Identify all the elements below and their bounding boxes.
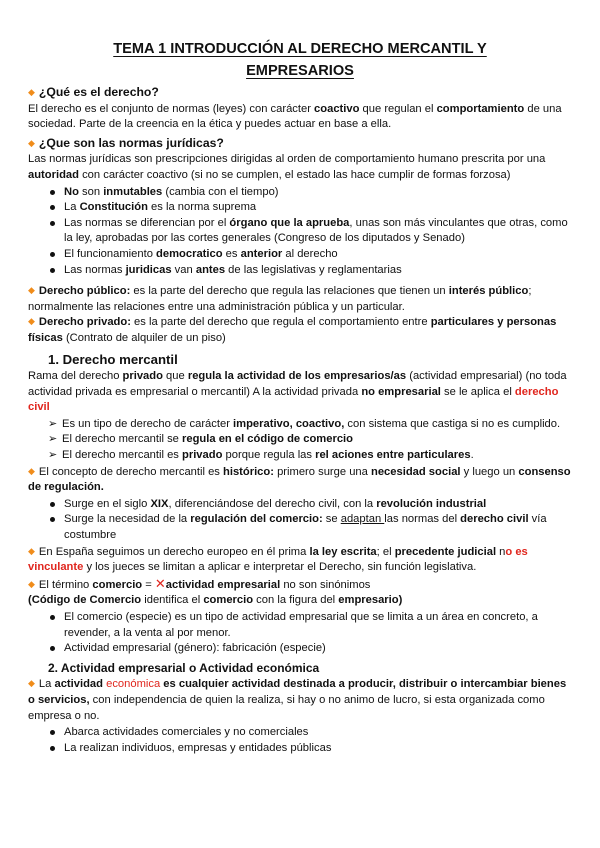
text: es la parte del derecho que regula las relaciones que tienen un <box>130 285 449 298</box>
orange-diamond-icon: ◆ <box>28 578 35 589</box>
arrowhead-icon: ➢ <box>48 433 58 446</box>
list-item: Actividad empresarial (género): fabricación (especie) <box>50 641 572 657</box>
text: con sistema que castiga si no es cumplido. <box>344 417 561 430</box>
bold-text: comercio <box>203 594 254 607</box>
bold-text: Derecho público: <box>38 285 131 298</box>
text: que <box>162 370 188 383</box>
orange-diamond-icon: ◆ <box>28 137 35 148</box>
text: de las legislativas y reglamentarias <box>225 263 402 276</box>
list-item <box>48 432 572 448</box>
text: El concepto de derecho mercantil es <box>38 465 223 478</box>
text: Las normas jurídicas son prescripciones dirigidas al orden de comportamiento humano prescrita por una <box>28 153 546 166</box>
text: las normas del <box>384 513 461 526</box>
bold-text: XIX <box>150 497 169 510</box>
bold-text: interés público <box>448 285 529 298</box>
red-cross-icon: ✕ <box>154 575 166 591</box>
paragraph-actividad <box>28 677 572 724</box>
text: Surge la necesidad de la <box>64 513 191 526</box>
orange-diamond-icon: ◆ <box>28 285 35 296</box>
text: es <box>222 247 241 260</box>
title-line-1: TEMA 1 INTRODUCCIÓN AL DERECHO MERCANTIL Y <box>113 41 487 57</box>
red-text: o es vinculante <box>28 545 528 574</box>
text: = <box>142 578 155 591</box>
bold-text: histórico: <box>223 465 274 478</box>
bold-text: comportamiento <box>436 102 525 115</box>
text: al derecho <box>282 247 338 260</box>
list-item: La realizan individuos, empresas y entidades públicas <box>50 741 572 757</box>
orange-diamond-icon: ◆ <box>28 678 35 689</box>
text: con carácter coactivo (si no se cumplen, el estado las hace cumplir de formas forzosa) <box>78 168 511 181</box>
normas-bullet-list <box>50 185 572 279</box>
list-item <box>50 185 572 201</box>
text: n <box>496 545 506 558</box>
list-item <box>48 448 572 464</box>
bold-text: empresario <box>338 594 399 607</box>
actividad-bullet-list <box>50 725 572 756</box>
paragraph-derecho-publico <box>28 284 572 315</box>
bold-text: órgano que la aprueba <box>229 216 350 229</box>
heading-derecho-mercantil: 1. Derecho mercantil <box>48 351 178 367</box>
text: de una sociedad. Parte de la creencia en la ética y puedes actuar en base a ella. <box>28 102 562 131</box>
list-item <box>50 247 572 263</box>
bold-text: regula la actividad de los empresarios/as <box>187 370 407 383</box>
text: es la norma suprema <box>147 201 257 214</box>
list-item <box>50 497 572 513</box>
text: que regulan el <box>359 102 437 115</box>
text: y luego un <box>460 465 519 478</box>
bold-text: rel aciones entre particulares <box>315 449 471 462</box>
text: y los jueces se limitan a aplicar e interpretar el Derecho, sin función legislativa. <box>83 561 477 574</box>
bold-text: antes <box>195 263 226 276</box>
text: vía costumbre <box>64 513 547 542</box>
orange-diamond-icon: ◆ <box>28 87 35 97</box>
orange-diamond-icon: ◆ <box>28 545 35 556</box>
bold-text: regula en el código de comercio <box>182 433 353 446</box>
list-item <box>50 512 572 543</box>
bold-text: precedente judicial <box>394 545 497 558</box>
text: La <box>38 678 55 691</box>
red-text: económica <box>106 678 161 691</box>
paragraph-espana <box>28 545 572 576</box>
bold-text: necesidad social <box>370 465 461 478</box>
list-item: Abarca actividades comerciales y no comerciales <box>50 725 572 741</box>
text: porque regula las <box>222 449 316 462</box>
bold-text: privado <box>182 449 223 462</box>
text: , diferenciándose del derecho civil, con la <box>168 497 377 510</box>
heading-actividad-empresarial: 2. Actividad empresarial o Actividad económica <box>48 660 320 675</box>
text: El funcionamiento <box>64 247 157 260</box>
text: , unas son más vinculantes que otras, como la ley, aprobadas por las cortes generales (Congreso de los diputados y Senado) <box>64 216 568 245</box>
title-line-2: EMPRESARIOS <box>246 63 354 79</box>
mercantil-arrow-list <box>48 417 572 464</box>
bold-text: ( <box>28 594 32 607</box>
document-title <box>28 38 572 82</box>
bold-text: juridicas <box>125 263 172 276</box>
bold-text: inmutables <box>103 185 163 198</box>
termino-bullet-list <box>50 610 572 657</box>
text: (actividad empresarial) (no toda actividad privada es empresarial o mercantil) A la actividad privada <box>28 370 567 398</box>
paragraph-historico <box>28 465 572 496</box>
text: Surge en el siglo <box>64 497 151 510</box>
list-item <box>50 263 572 279</box>
text: se <box>322 513 341 526</box>
text: Rama del derecho <box>28 370 123 383</box>
text: ; el <box>376 545 395 558</box>
bold-text: derecho civil <box>460 513 529 526</box>
bold-text: regulación del comercio: <box>190 513 323 526</box>
paragraph-derecho-privado <box>28 315 572 346</box>
text: van <box>171 263 196 276</box>
bold-text: consenso de regulación. <box>28 465 571 494</box>
paragraph-normas <box>28 152 572 183</box>
text: Es un tipo de derecho de carácter <box>62 417 234 430</box>
heading-text: ¿Que son las normas jurídicas? <box>38 135 224 150</box>
text: (Contrato de alquiler de un piso) <box>62 331 226 344</box>
bold-text: revolución industrial <box>376 497 487 510</box>
underlined-text: adaptan <box>340 513 385 526</box>
bold-text: autoridad <box>28 168 79 181</box>
arrowhead-icon: ➢ <box>48 417 58 430</box>
orange-diamond-icon: ◆ <box>28 465 35 476</box>
bold-text: privado <box>122 370 163 383</box>
paragraph-termino <box>28 576 572 594</box>
text: El derecho es el conjunto de normas (leyes) con carácter <box>28 102 315 115</box>
heading-normas-juridicas <box>28 136 572 153</box>
heading-text: ¿Qué es el derecho? <box>38 85 159 99</box>
text: El derecho mercantil se <box>62 433 183 446</box>
bold-text: la ley escrita <box>309 545 377 558</box>
list-item <box>48 417 572 433</box>
heading-que-es-derecho <box>28 85 572 102</box>
bold-text: particulares y personas físicas <box>28 316 557 344</box>
bold-text: anterior <box>240 247 283 260</box>
text: se le aplica el <box>440 385 515 398</box>
text: ; normalmente las relaciones entre una administración pública y un particular. <box>28 285 532 313</box>
bold-text: No <box>64 185 79 198</box>
red-text: derecho civil <box>28 385 559 414</box>
bold-text: actividad empresarial <box>165 578 281 591</box>
text: En España seguimos un derecho europeo en él prima <box>38 545 310 558</box>
bold-text: imperativo, coactivo, <box>233 417 345 430</box>
text: . <box>470 449 474 462</box>
list-item: El comercio (especie) es un tipo de actividad empresarial que se limita a un área en concreto, a revender, a la venta al por menor. <box>50 610 572 641</box>
historico-bullet-list <box>50 497 572 544</box>
bold-text: coactivo <box>314 102 360 115</box>
bold-text: ) <box>398 594 403 607</box>
bold-text: no empresarial <box>361 385 441 398</box>
text: primero surge una <box>273 465 371 478</box>
text: es la parte del derecho que regula el comportamiento entre <box>130 316 431 329</box>
orange-diamond-icon: ◆ <box>28 316 35 327</box>
bold-text: actividad <box>54 678 103 691</box>
text: Las normas se diferencian por el <box>64 216 230 229</box>
arrowhead-icon: ➢ <box>48 449 58 462</box>
list-item <box>50 200 572 216</box>
paragraph-mercantil <box>28 369 572 416</box>
text: no son sinónimos <box>280 578 371 591</box>
bold-text: Derecho privado: <box>38 316 131 329</box>
bold-text: Constitución <box>79 201 148 214</box>
text: con independencia de quien la realiza, si hay o no animo de lucro, si esta organizada como empresa o no. <box>28 693 545 722</box>
text: Las normas <box>64 263 126 276</box>
text: (cambia con el tiempo) <box>162 185 279 198</box>
bold-text: Código de Comercio <box>31 594 142 607</box>
text: identifica el <box>141 594 204 607</box>
list-item <box>50 216 572 247</box>
bold-text: comercio <box>92 578 143 591</box>
text: El derecho mercantil es <box>62 449 183 462</box>
text: son <box>78 185 104 198</box>
bold-text: democratico <box>156 247 223 260</box>
bold-text: es cualquier actividad destinada a producir, distribuir o intercambiar bienes o servicios, <box>28 678 567 706</box>
paragraph-codigo-comercio <box>28 593 572 609</box>
text: La <box>64 201 80 214</box>
text: con la figura del <box>253 594 339 607</box>
text: El término <box>38 578 93 591</box>
paragraph-derecho <box>28 102 572 133</box>
